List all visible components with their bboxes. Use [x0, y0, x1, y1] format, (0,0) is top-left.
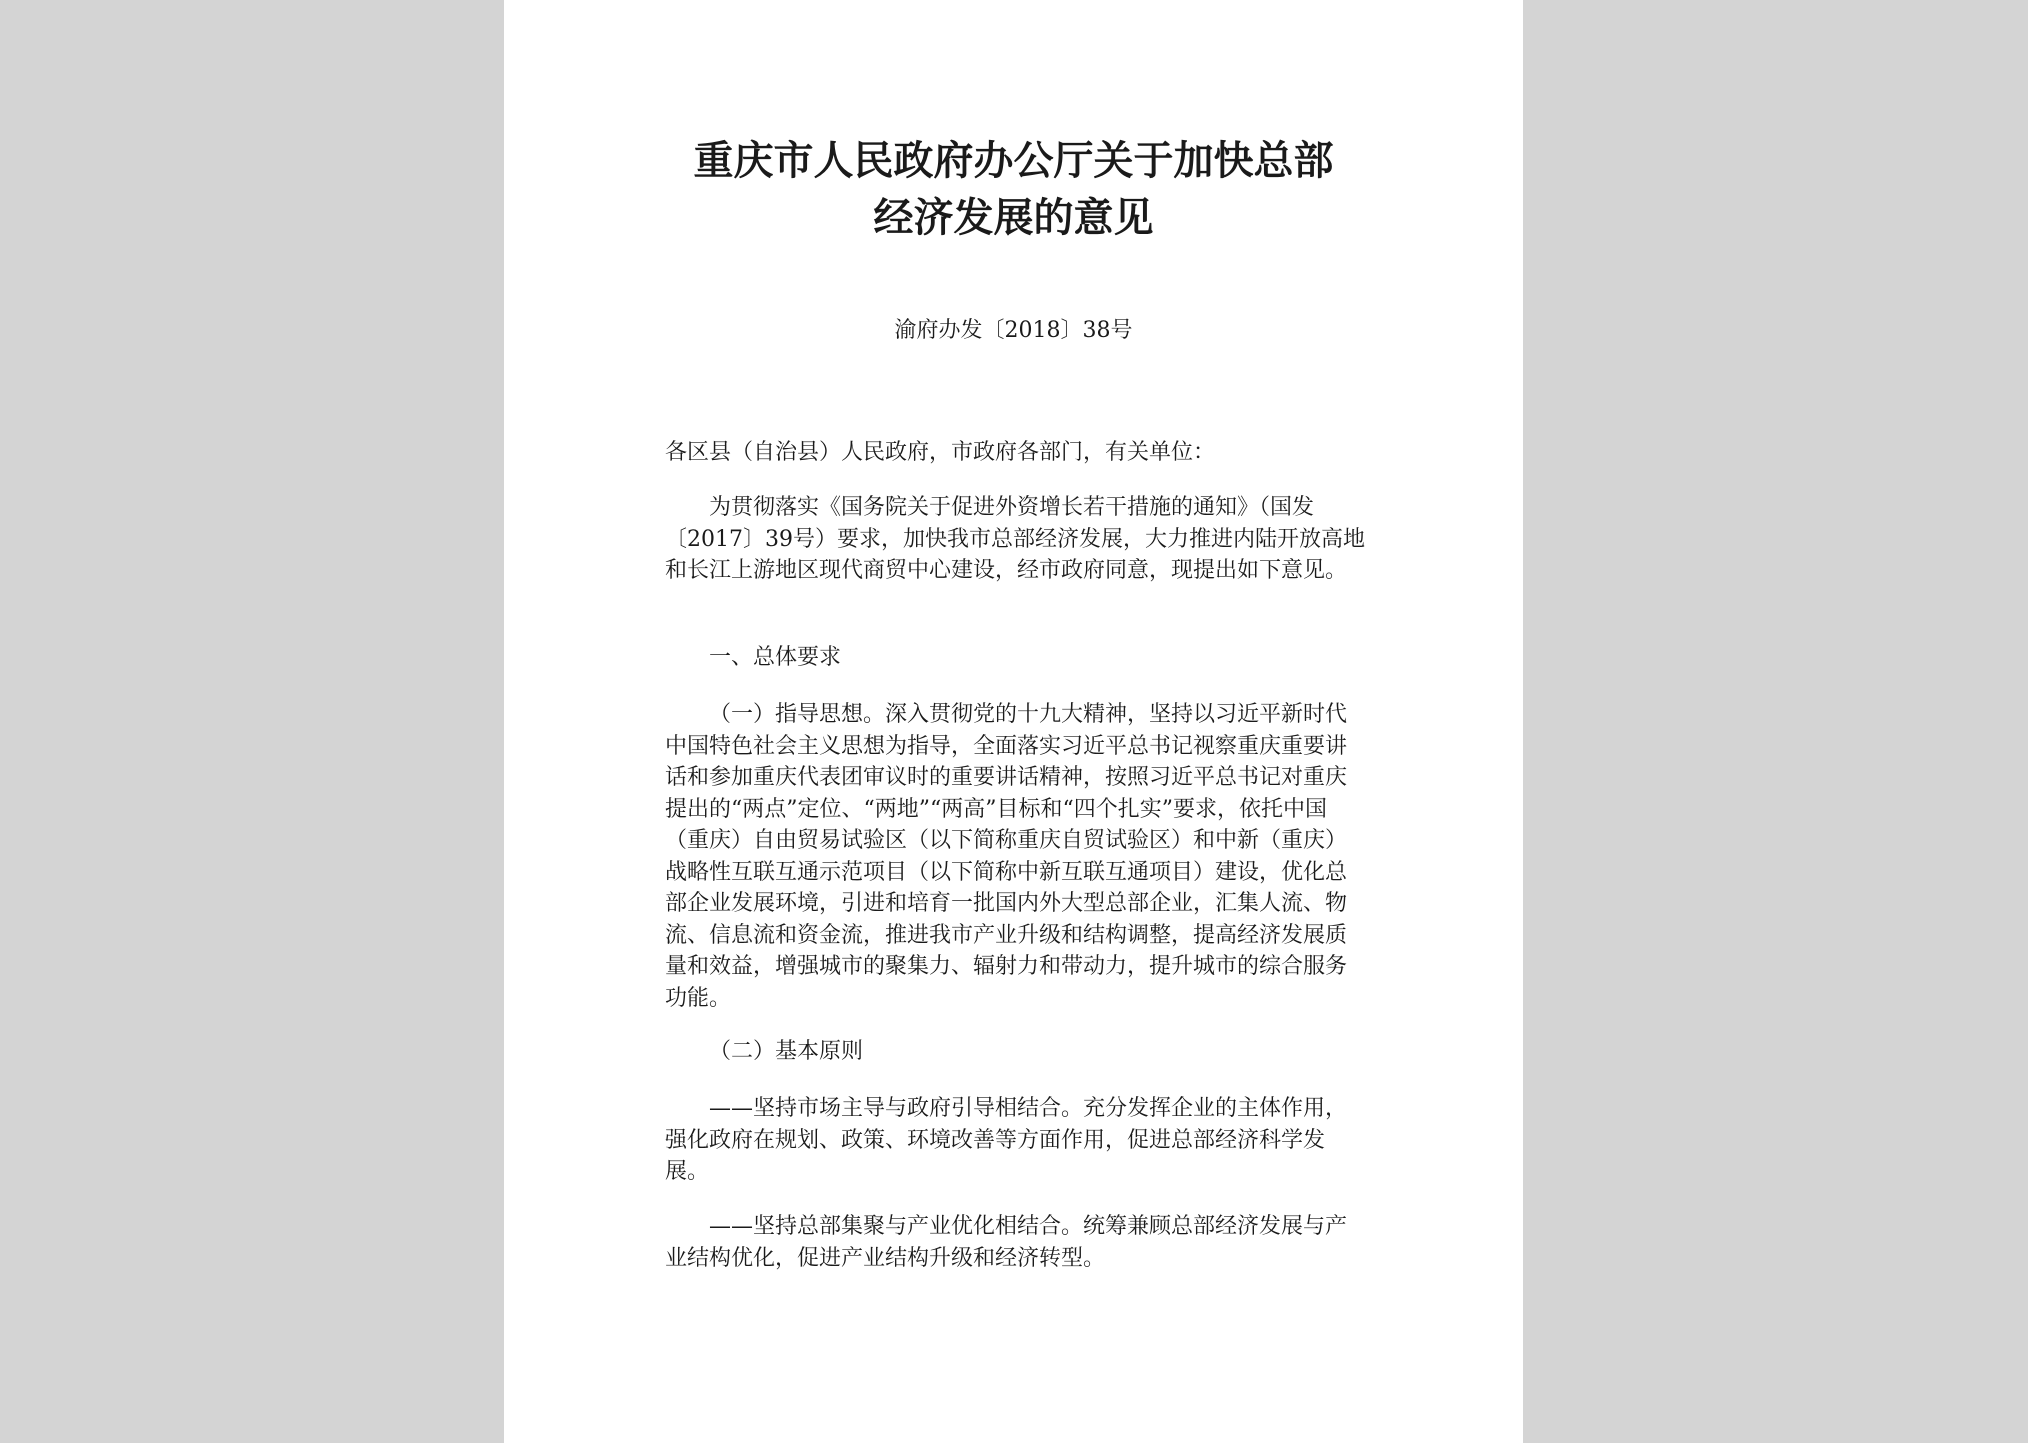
- document-title: [504, 132, 1523, 246]
- salutation: 各区县（自治县）人民政府，市政府各部门，有关单位：: [665, 440, 1216, 465]
- guiding-thought-paragraph: （一）指导思想。深入贯彻党的十九大精神，坚持以习近平新时代中国特色社会主义思想为指导，全面落实习近平总书记视察重庆重要讲话和参加重庆代表团审议时的重要讲话精神，按照习近平总书记对重庆提出的“两点”定位、“两地”“两高”目标和“四个扎实”要求，依托中国（重庆）自由贸易试验区（以下简称重庆自贸试验区）和中新（重庆）战略性互联互通示范项目（以下简称中新互联互通项目）建设，优化总部企业发展环境，引进和培育一批国内外大型总部企业，汇集人流、物流、信息流和资金流，推进我市产业升级和结构调整，提高经济发展质量和效益，增强城市的聚集力、辐射力和带动力，提升城市的综合服务功能。: [665, 702, 1348, 1011]
- principle-paragraph-2: ——坚持总部集聚与产业优化相结合。统筹兼顾总部经济发展与产业结构优化，促进产业结构升级和经济转型。: [665, 1214, 1348, 1271]
- title-line-2: 经济发展的意见: [873, 194, 1154, 241]
- document-number: 渝府办发〔2018〕38号: [894, 318, 1133, 343]
- title-line-1: 重庆市人民政府办公厅关于加快总部: [693, 137, 1334, 184]
- section-heading-general-requirements: 一、总体要求: [709, 645, 842, 670]
- subheading-basic-principles: （二）基本原则: [709, 1039, 864, 1064]
- principle-paragraph-1: ——坚持市场主导与政府引导相结合。充分发挥企业的主体作用，强化政府在规划、政策、环境改善等方面作用，促进总部经济科学发展。: [665, 1096, 1348, 1184]
- intro-paragraph: 为贯彻落实《国务院关于促进外资增长若干措施的通知》（国发〔2017〕39号）要求，加快我市总部经济发展，大力推进内陆开放高地和长江上游地区现代商贸中心建设，经市政府同意，现提出如下意见。: [665, 495, 1365, 583]
- document-page: [504, 0, 1523, 1443]
